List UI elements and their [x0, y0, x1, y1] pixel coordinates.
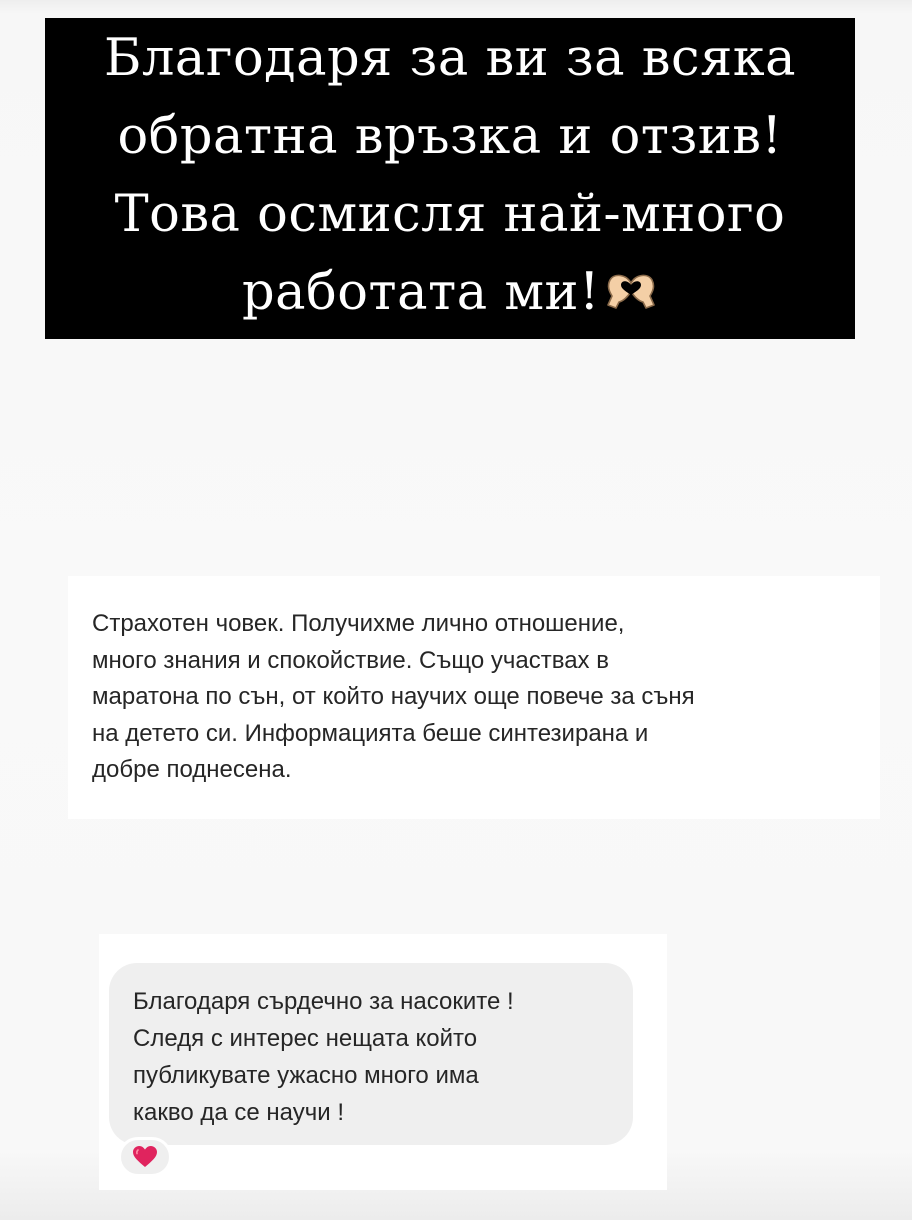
review-card — [68, 576, 880, 819]
story-title-line: Това осмисля най-много — [114, 184, 786, 244]
heart-hands-icon — [604, 271, 658, 311]
story-title — [104, 20, 796, 332]
story-title-line-last — [104, 254, 796, 332]
story-title-line-text: работата ми! — [241, 262, 601, 322]
reaction-badge — [118, 1137, 172, 1177]
message-bubble — [109, 963, 633, 1145]
review-text: Страхотен човек. Получихме лично отношение, много знания и спокойствие. Също участвах в маратона по сън, от който научих още повече за съня на детето си. Информацията беше синтезирана и добре поднесена. — [92, 610, 695, 783]
red-heart-icon — [132, 1145, 158, 1169]
story-title-block — [45, 18, 855, 339]
message-card — [99, 934, 667, 1190]
story-title-line: обратна връзка и отзив! — [117, 106, 783, 166]
story-title-line: Благодаря за ви за всяка — [103, 28, 797, 88]
message-text: Благодаря сърдечно за насоките ! Следя с интерес нещата който публикувате ужасно много има какво да се научи ! — [133, 988, 514, 1126]
